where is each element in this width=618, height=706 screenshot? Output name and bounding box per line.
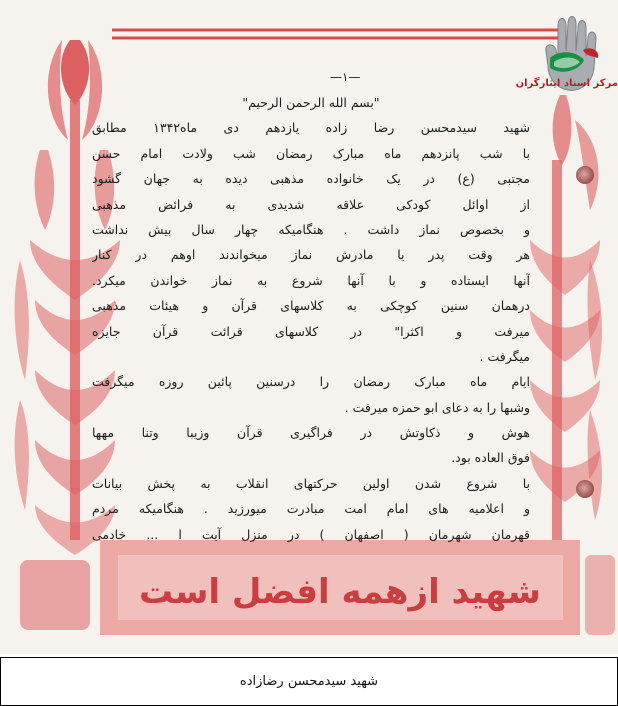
caption-text: شهید سیدمحسن رضازاده [239, 674, 379, 689]
text-line: میگرفت . [479, 348, 530, 364]
text-line: مجتبی (ع) در یک خانواده مذهبی دیده به جهان گشود [92, 171, 530, 187]
text-line: فوق العاده بود. [451, 450, 530, 466]
logo-text: مرکز اسناد ایثارگران [515, 78, 618, 89]
text-line: درهمان سنین کوچکی به کلاسهای قرآن و هیئات مذهبی [92, 298, 530, 314]
text-line: وشبها را به دعای ابو حمزه میرفت . [344, 399, 530, 415]
caption-bar [0, 657, 618, 706]
binder-hole [576, 166, 594, 184]
right-ornament [530, 95, 602, 540]
text-line: و بخصوص نماز داشت . هنگامیکه چهار سال بیش نداشت [92, 221, 530, 237]
text-line: با شب پانزدهم ماه مبارک رمضان شب ولادت امام حسن [92, 145, 530, 161]
text-line: و اعلامیه های امام امت مبادرت میورزید . هنگامیکه مردم [92, 501, 530, 517]
text-line: ایام ماه مبارک رمضان را درسنین پائین روزه میگرفت [92, 374, 530, 390]
text-line: هوش و ذکاوتش در فراگیری قرآن وزیبا وتنا مهها [92, 425, 530, 441]
binder-hole [576, 480, 594, 498]
document-body [92, 90, 530, 547]
text-line: آنها ایستاده و با آنها شروع به نماز خواندن میکرد. [92, 272, 530, 288]
stamp-text: شهید ازهمه افضل است [139, 572, 541, 612]
text-line: با شروع شدن اولین حرکتهای انقلاب به پخش بیانات [92, 475, 530, 491]
text-line: شهید سیدمحسن رضا زاده یازدهم دی ماه۱۳۴۲ مطابق [92, 120, 530, 136]
text-line: میرفت و اکثرا" در کلاسهای قرائت قرآن جایزه [92, 323, 530, 339]
bismillah: "بسم الله الرحمن الرحیم" [242, 95, 380, 110]
text-line: قهرمان شهرمان ( اصفهان ) در منزل آیت ا ... خادمی [92, 526, 530, 542]
text-line: هر وقت پدر یا مادرش نماز میخواندند اوهم در کنار [92, 247, 530, 263]
text-line: از اوائل کودکی علاقه شدیدی به فرائض مذهبی [92, 196, 530, 212]
page-number: —۱— [330, 70, 361, 84]
